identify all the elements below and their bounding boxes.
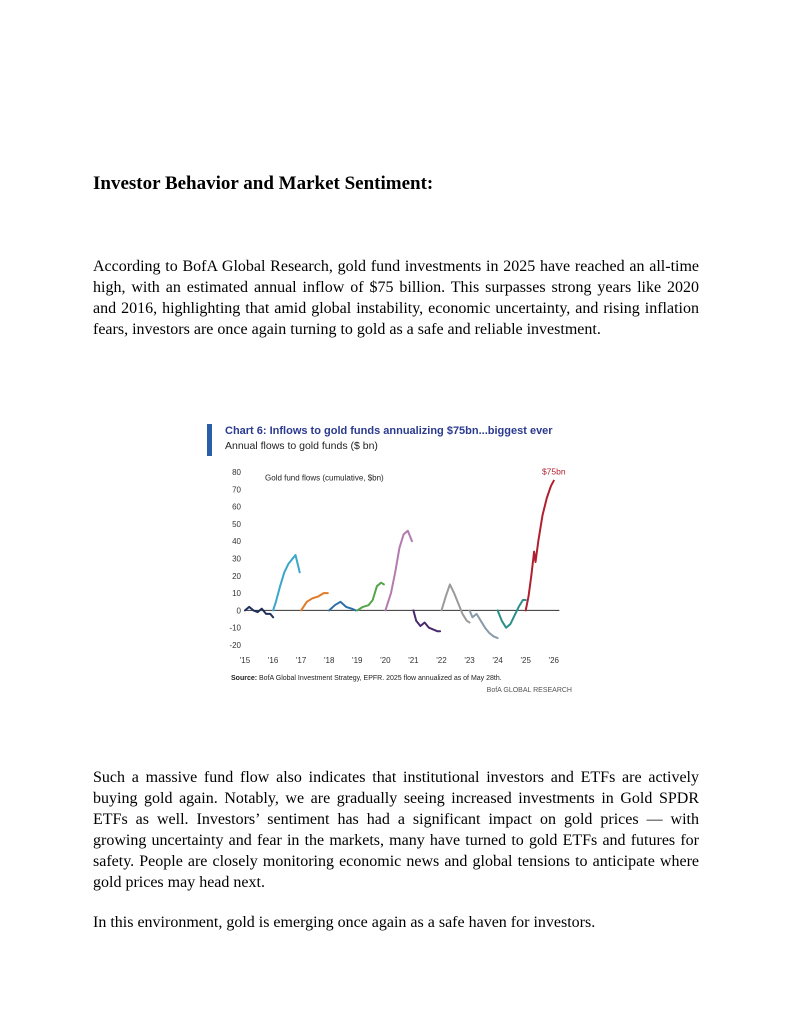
series-line xyxy=(245,607,273,617)
series-description-label: Gold fund flows (cumulative, $bn) xyxy=(265,473,384,483)
chart-title: Chart 6: Inflows to gold funds annualizing $75bn...biggest ever xyxy=(225,425,553,437)
chart-subtitle: Annual flows to gold funds ($ bn) xyxy=(225,440,378,452)
x-tick-label: '19 xyxy=(352,656,363,665)
y-tick-label: 40 xyxy=(232,537,241,547)
series-line xyxy=(413,610,440,631)
y-tick-label: 70 xyxy=(232,485,241,495)
y-tick-label: -10 xyxy=(229,623,241,633)
x-tick-label: '21 xyxy=(408,656,419,665)
y-tick-label: 10 xyxy=(232,589,241,599)
series-line xyxy=(526,481,554,611)
peak-annotation: $75bn xyxy=(541,466,566,477)
x-tick-label: '18 xyxy=(323,656,335,665)
series-line xyxy=(385,531,412,611)
series-line xyxy=(442,584,470,622)
y-tick-label: 60 xyxy=(232,502,241,512)
series-line xyxy=(329,602,356,611)
x-tick-label: '22 xyxy=(436,656,447,665)
chart-source xyxy=(231,675,581,682)
chart-source-text: BofA Global Investment Strategy, EPFR. 2025 flow annualized as of May 28th. xyxy=(259,675,502,682)
chart-plot xyxy=(205,420,590,675)
chart-source-label: Source: xyxy=(231,675,258,682)
series-line xyxy=(357,583,384,611)
section-heading: Investor Behavior and Market Sentiment: xyxy=(93,173,434,194)
y-tick-label: 80 xyxy=(232,468,241,477)
y-tick-label: 50 xyxy=(232,519,241,529)
closing-paragraph: In this environment, gold is emerging once again as a safe haven for investors. xyxy=(93,914,596,931)
gold-fund-flows-chart xyxy=(205,420,590,705)
x-tick-label: '26 xyxy=(548,656,559,665)
x-tick-label: '17 xyxy=(295,656,307,665)
series-line xyxy=(301,593,328,610)
x-tick-label: '15 xyxy=(239,656,251,665)
y-tick-label: 0 xyxy=(236,606,241,616)
y-tick-label: 30 xyxy=(232,554,241,564)
chart-credit: BofA GLOBAL RESEARCH xyxy=(486,687,572,694)
y-tick-label: 20 xyxy=(232,571,241,581)
x-tick-label: '23 xyxy=(464,656,475,665)
series-line xyxy=(498,600,526,628)
series-line xyxy=(470,610,498,638)
series-line xyxy=(273,555,300,610)
body-paragraph: Such a massive fund flow also indicates that institutional investors and ETFs are actively buying gold again. Notably, we are gradually seeing increased investments in Gold SPDR ETFs as well. Investors’ sentiment has had a significant impact on gold prices — with growing uncertainty and fear in the markets, many have turned to gold ETFs and futures for safety. People are closely monitoring economic news and global tensions to anticipate where gold prices may head next. xyxy=(93,769,699,891)
x-tick-label: '20 xyxy=(380,656,391,665)
x-tick-label: '24 xyxy=(492,656,503,665)
y-tick-label: -20 xyxy=(229,641,241,650)
x-tick-label: '25 xyxy=(520,656,531,665)
intro-paragraph: According to BofA Global Research, gold fund investments in 2025 have reached an all-time high, with an estimated annual inflow of $75 billion. This surpasses strong years like 2020 and 2016, highlighting that amid global instability, economic uncertainty, and rising inflation fears, investors are once again turning to gold as a safe and reliable investment. xyxy=(93,258,699,338)
x-tick-label: '16 xyxy=(267,656,279,665)
